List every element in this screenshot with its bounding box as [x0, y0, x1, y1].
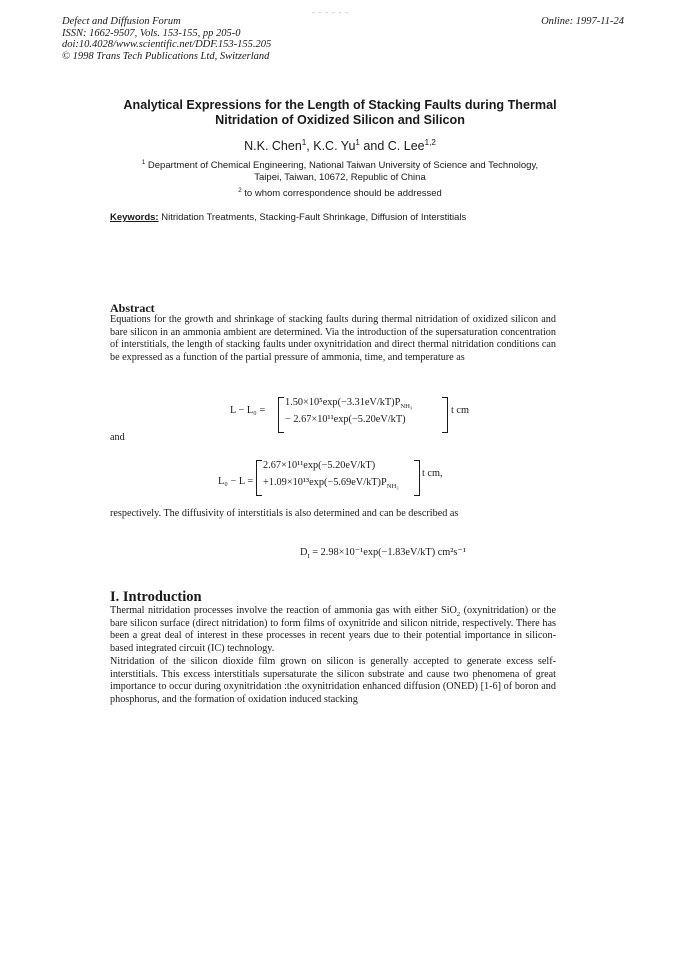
journal-name: Defect and Diffusion Forum [62, 16, 181, 27]
paper-title [90, 98, 590, 128]
title-line-1: Analytical Expressions for the Length of Stacking Faults during Thermal [123, 98, 557, 112]
author-sup: 1,2 [424, 137, 436, 147]
authors: N.K. Chen$^1$, K.C. Yu$^1$ and C. Lee$^{1,2}$ [244, 137, 436, 153]
subscript: NH₃ [400, 403, 413, 411]
right-bracket [442, 397, 448, 433]
correspondence-text: to whom correspondence should be addressed [244, 188, 442, 199]
introduction-heading: I. Introduction [110, 589, 202, 605]
doi: doi:10.4028/www.scientific.net/DDF.153-155.205 [62, 39, 272, 50]
copyright: © 1998 Trans Tech Publications Ltd, Switzerland [62, 50, 270, 62]
correspondence-sup: 2 [238, 186, 242, 194]
author-name: C. Lee [387, 139, 425, 153]
author-sup: 1 [301, 137, 307, 147]
affiliation-line-1: Department of Chemical Engineering, National Taiwan University of Science and Technology, [147, 160, 539, 171]
equation-lhs: L₀ − L = [218, 476, 254, 487]
author-sup: 1 [355, 137, 360, 147]
subscript: NH₃ [386, 483, 399, 491]
equation-term-1: 2.67×10¹¹exp(−5.20eV/kT) [263, 460, 376, 471]
equation-unit: t cm, [422, 468, 443, 479]
keywords-label: Keywords: [110, 212, 159, 223]
abstract-paragraph-1: Equations for the growth and shrinkage of stacking faults during thermal nitridation of oxidized silicon and bare silicon in an ammonia ambient are determined. Via the introduction of the supersaturation concentration of interstitials, the length of stacking faults under oxynitridation and direct thermal nitridation conditions can be expressed as a function of the partial pressure of ammonia, time, and temperature as [110, 314, 556, 363]
subscript: I [307, 553, 310, 561]
keywords-text: Nitridation Treatments, Stacking-Fault Shrinkage, Diffusion of Interstitials [161, 212, 467, 223]
diffusivity-expression: = 2.98×10⁻¹exp(−1.83eV/kT) cm²s⁻¹ [309, 547, 466, 558]
left-bracket [256, 460, 262, 496]
equation-unit: t cm [451, 405, 470, 416]
equation-diffusivity [300, 546, 466, 561]
left-bracket [278, 397, 284, 433]
author-name: N.K. Chen [244, 139, 302, 153]
right-bracket [414, 460, 420, 496]
equation-term-2: − 2.67×10¹¹exp(−5.20eV/kT) [285, 414, 406, 425]
authors-and: and [363, 139, 385, 153]
introduction-paragraph-1: Thermal nitridation processes involve the reaction of ammonia gas with either SiO$_2$ (oxynitridation) or the bare silicon surface (direct nitridation) to form films of oxynitride and silicon nitride, respectively. There has been a great deal of interest in these processes in recent years due to their potential importance in silicon-based integrated circuit (IC) technology. [110, 605, 556, 654]
equation-term-1: $1.50\times 10^5\exp(-3.31eV/kT)P_{NH_3}$ [285, 397, 413, 411]
diffusivity-symbol: D [300, 547, 308, 558]
online-date: Online: 1997-11-24 [541, 16, 624, 27]
affiliation [90, 160, 590, 184]
issn: ISSN: 1662-9507, Vols. 153-155, pp 205-0 [62, 27, 241, 39]
keywords [110, 212, 466, 223]
abstract-paragraph-2: respectively. The diffusivity of interstitials is also determined and can be described as [110, 508, 459, 519]
subscript: 2 [456, 611, 461, 619]
author-name: K.C. Yu [313, 139, 356, 153]
journal-header [62, 16, 271, 62]
equation-term-2: $+1.09\times 10^{13}\exp(-5.69eV/kT)P_{NH_3}$ [263, 477, 399, 491]
equation-lhs: L − L₀ = [230, 405, 266, 416]
top-mark: - - - - - - [312, 8, 349, 17]
affiliation-sup: 1 [141, 158, 146, 166]
introduction-paragraph-2: Nitridation of the silicon dioxide film grown on silicon is generally accepted to generate excess self-interstitials. This excess interstitials supersaturate the silicon substrate and cause two phenomena of great importance to occur during oxynitridation :the oxynitridation enhanced diffusion (ONED) [1-6] of boron and phosphorus, and the formation of oxidation induced stacking [110, 656, 556, 705]
abstract-and: and [110, 432, 125, 443]
affiliation-line-2: Taipei, Taiwan, 10672, Republic of China [254, 172, 426, 183]
correspondence-note [90, 188, 590, 199]
abstract-heading: Abstract [110, 301, 155, 315]
title-line-2: Nitridation of Oxidized Silicon and Silicon [215, 113, 465, 127]
